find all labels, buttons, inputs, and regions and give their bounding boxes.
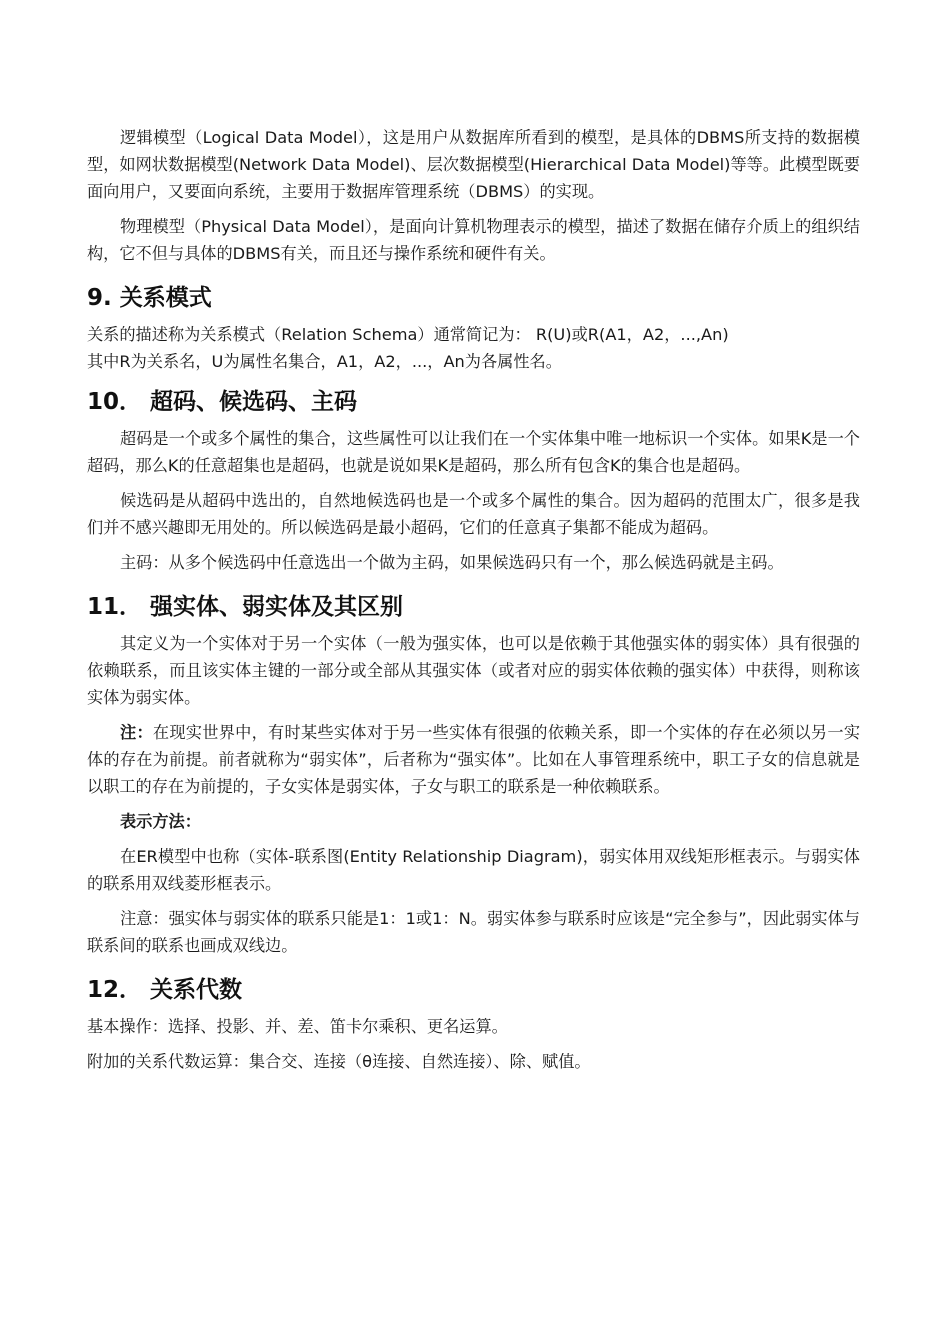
relation-schema-line-1: 关系的描述称为关系模式（Relation Schema）通常简记为： R(U)或R(A1，A2，...,An) — [87, 325, 729, 344]
attention-paragraph: 注意：强实体与弱实体的联系只能是1：1或1：N。弱实体参与联系时应该是“完全参与”，因此弱实体与联系间的联系也画成双线边。 — [87, 909, 860, 955]
heading-relational-algebra: 12． 关系代数 — [87, 977, 243, 1003]
super-key-paragraph: 超码是一个或多个属性的集合，这些属性可以让我们在一个实体集中唯一地标识一个实体。如果K是一个超码，那么K的任意超集也是超码，也就是说如果K是超码，那么所有包含K的集合也是超码。 — [87, 429, 860, 475]
heading-relation-schema: 9. 关系模式 — [87, 285, 212, 311]
candidate-key-paragraph: 候选码是从超码中选出的，自然地候选码也是一个或多个属性的集合。因为超码的范围太广，很多是我们并不感兴趣即无用处的。所以候选码是最小超码，它们的任意真子集都不能成为超码。 — [87, 491, 860, 537]
representation-paragraph: 在ER模型中也称（实体-联系图(Entity Relationship Diagram)，弱实体用双线矩形框表示。与弱实体的联系用双线菱形框表示。 — [87, 847, 860, 893]
note-text: 在现实世界中，有时某些实体对于另一些实体有很强的依赖关系，即一个实体的存在必须以另一实体的存在为前提。前者就称为“弱实体”，后者称为“强实体”。比如在人事管理系统中，职工子女的信息就是以职工的存在为前提的，子女实体是弱实体，子女与职工的联系是一种依赖联系。 — [87, 723, 861, 796]
representation-label: 表示方法： — [120, 812, 201, 831]
note-label: 注： — [120, 723, 153, 742]
logical-model-paragraph: 逻辑模型（Logical Data Model），这是用户从数据库所看到的模型，是具体的DBMS所支持的数据模型，如网状数据模型(Network Data Model)、层次数据模型(Hierarchical Data Model)等等。此模型既要面向用户，又要面向系统，主要用于数据库管理系统（DBMS）的实现。 — [87, 128, 860, 201]
physical-model-paragraph: 物理模型（Physical Data Model），是面向计算机物理表示的模型，描述了数据在储存介质上的组织结构，它不但与具体的DBMS有关，而且还与操作系统和硬件有关。 — [87, 217, 860, 263]
primary-key-paragraph: 主码：从多个候选码中任意选出一个做为主码，如果候选码只有一个，那么候选码就是主码。 — [120, 553, 784, 572]
weak-entity-definition: 其定义为一个实体对于另一个实体（一般为强实体，也可以是依赖于其他强实体的弱实体）具有很强的依赖联系，而且该实体主键的一部分或全部从其强实体（或者对应的弱实体依赖的强实体）中获得，则称该实体为弱实体。 — [87, 634, 860, 707]
representation-label-paragraph — [87, 808, 860, 835]
document-page — [87, 124, 860, 1075]
weak-entity-note — [87, 719, 860, 800]
basic-operations-paragraph: 基本操作：选择、投影、并、差、笛卡尔乘积、更名运算。 — [87, 1017, 508, 1036]
heading-strong-weak-entity: 11． 强实体、弱实体及其区别 — [87, 594, 404, 620]
extra-operations-paragraph: 附加的关系代数运算：集合交、连接（θ连接、自然连接）、除、赋值。 — [87, 1052, 591, 1071]
relation-schema-line-2: 其中R为关系名，U为属性名集合，A1，A2，...，An为各属性名。 — [87, 352, 562, 371]
heading-keys: 10． 超码、候选码、主码 — [87, 389, 358, 415]
